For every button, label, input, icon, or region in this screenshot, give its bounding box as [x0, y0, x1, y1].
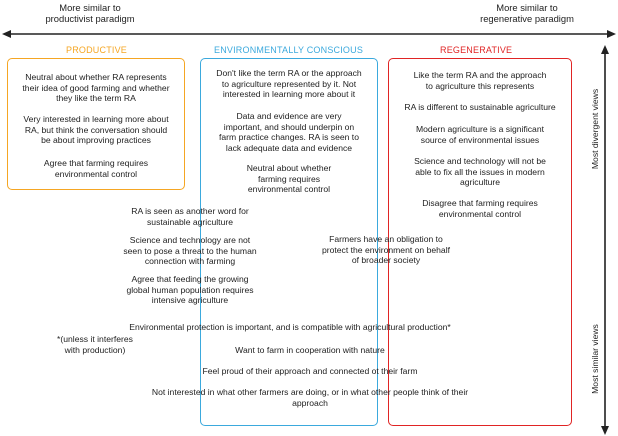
shared-all-item: Want to farm in cooperation with nature — [235, 345, 385, 355]
productive-item: Neutral about whether RA represents their idea of good farming and whether they like the term RA — [22, 72, 170, 104]
most-similar-label: Most similar views — [590, 324, 600, 394]
env-conscious-item: Don't like the term RA or the approach to agriculture represented by it. Not interested in learning more about it — [216, 68, 362, 100]
environmentally-conscious-title: ENVIRONMENTALLY CONSCIOUS — [214, 45, 364, 55]
shared-env-regen-item: Farmers have an obligation to protect the environment on behalf of broader society — [321, 234, 451, 266]
shared-all-footnote: *(unless it interferes with production) — [57, 334, 133, 355]
most-divergent-label: Most divergent views — [590, 88, 600, 170]
shared-all-main: Environmental protection is important, and is compatible with agricultural production* — [129, 322, 451, 332]
divergence-axis-arrow — [598, 44, 612, 436]
env-conscious-item: Neutral about whether farming requires environmental control — [246, 163, 332, 195]
productive-item: Agree that farming requires environmental control — [43, 158, 149, 179]
env-conscious-item: Data and evidence are very important, and should underpin on farm practice changes. RA is seen to lack adequate data and evidence — [219, 111, 359, 153]
shared-productive-env-item: Agree that feeding the growing global human population requires intensive agriculture — [126, 274, 254, 306]
regenerative-title: REGENERATIVE — [440, 45, 513, 55]
shared-productive-env-item: Science and technology are not seen to pose a threat to the human connection with farming — [123, 235, 257, 267]
shared-all-item: Not interested in what other farmers are doing, or in what other people think of their approach — [151, 387, 469, 408]
shared-productive-env-item: RA is seen as another word for sustainable agriculture — [131, 206, 249, 227]
productive-item: Very interested in learning more about RA, but think the conversation should be about improving practices — [23, 114, 169, 146]
regenerative-item: Science and technology will not be able to fix all the issues in modern agriculture — [414, 156, 546, 188]
paradigm-axis-arrow — [0, 28, 618, 40]
shared-all-item: Feel proud of their approach and connected ot their farm — [202, 366, 418, 376]
regenerative-item: Modern agriculture is a significant source of environmental issues — [415, 124, 544, 145]
regenerative-item: Disagree that farming requires environmental control — [422, 198, 538, 219]
regenerative-axis-label: More similar to regenerative paradigm — [480, 2, 574, 24]
productive-title: PRODUCTIVE — [66, 45, 128, 55]
regenerative-item: RA is different to sustainable agriculture — [404, 102, 556, 112]
regenerative-item: Like the term RA and the approach to agriculture this represents — [413, 70, 547, 91]
productivist-axis-label: More similar to productivist paradigm — [45, 2, 135, 24]
